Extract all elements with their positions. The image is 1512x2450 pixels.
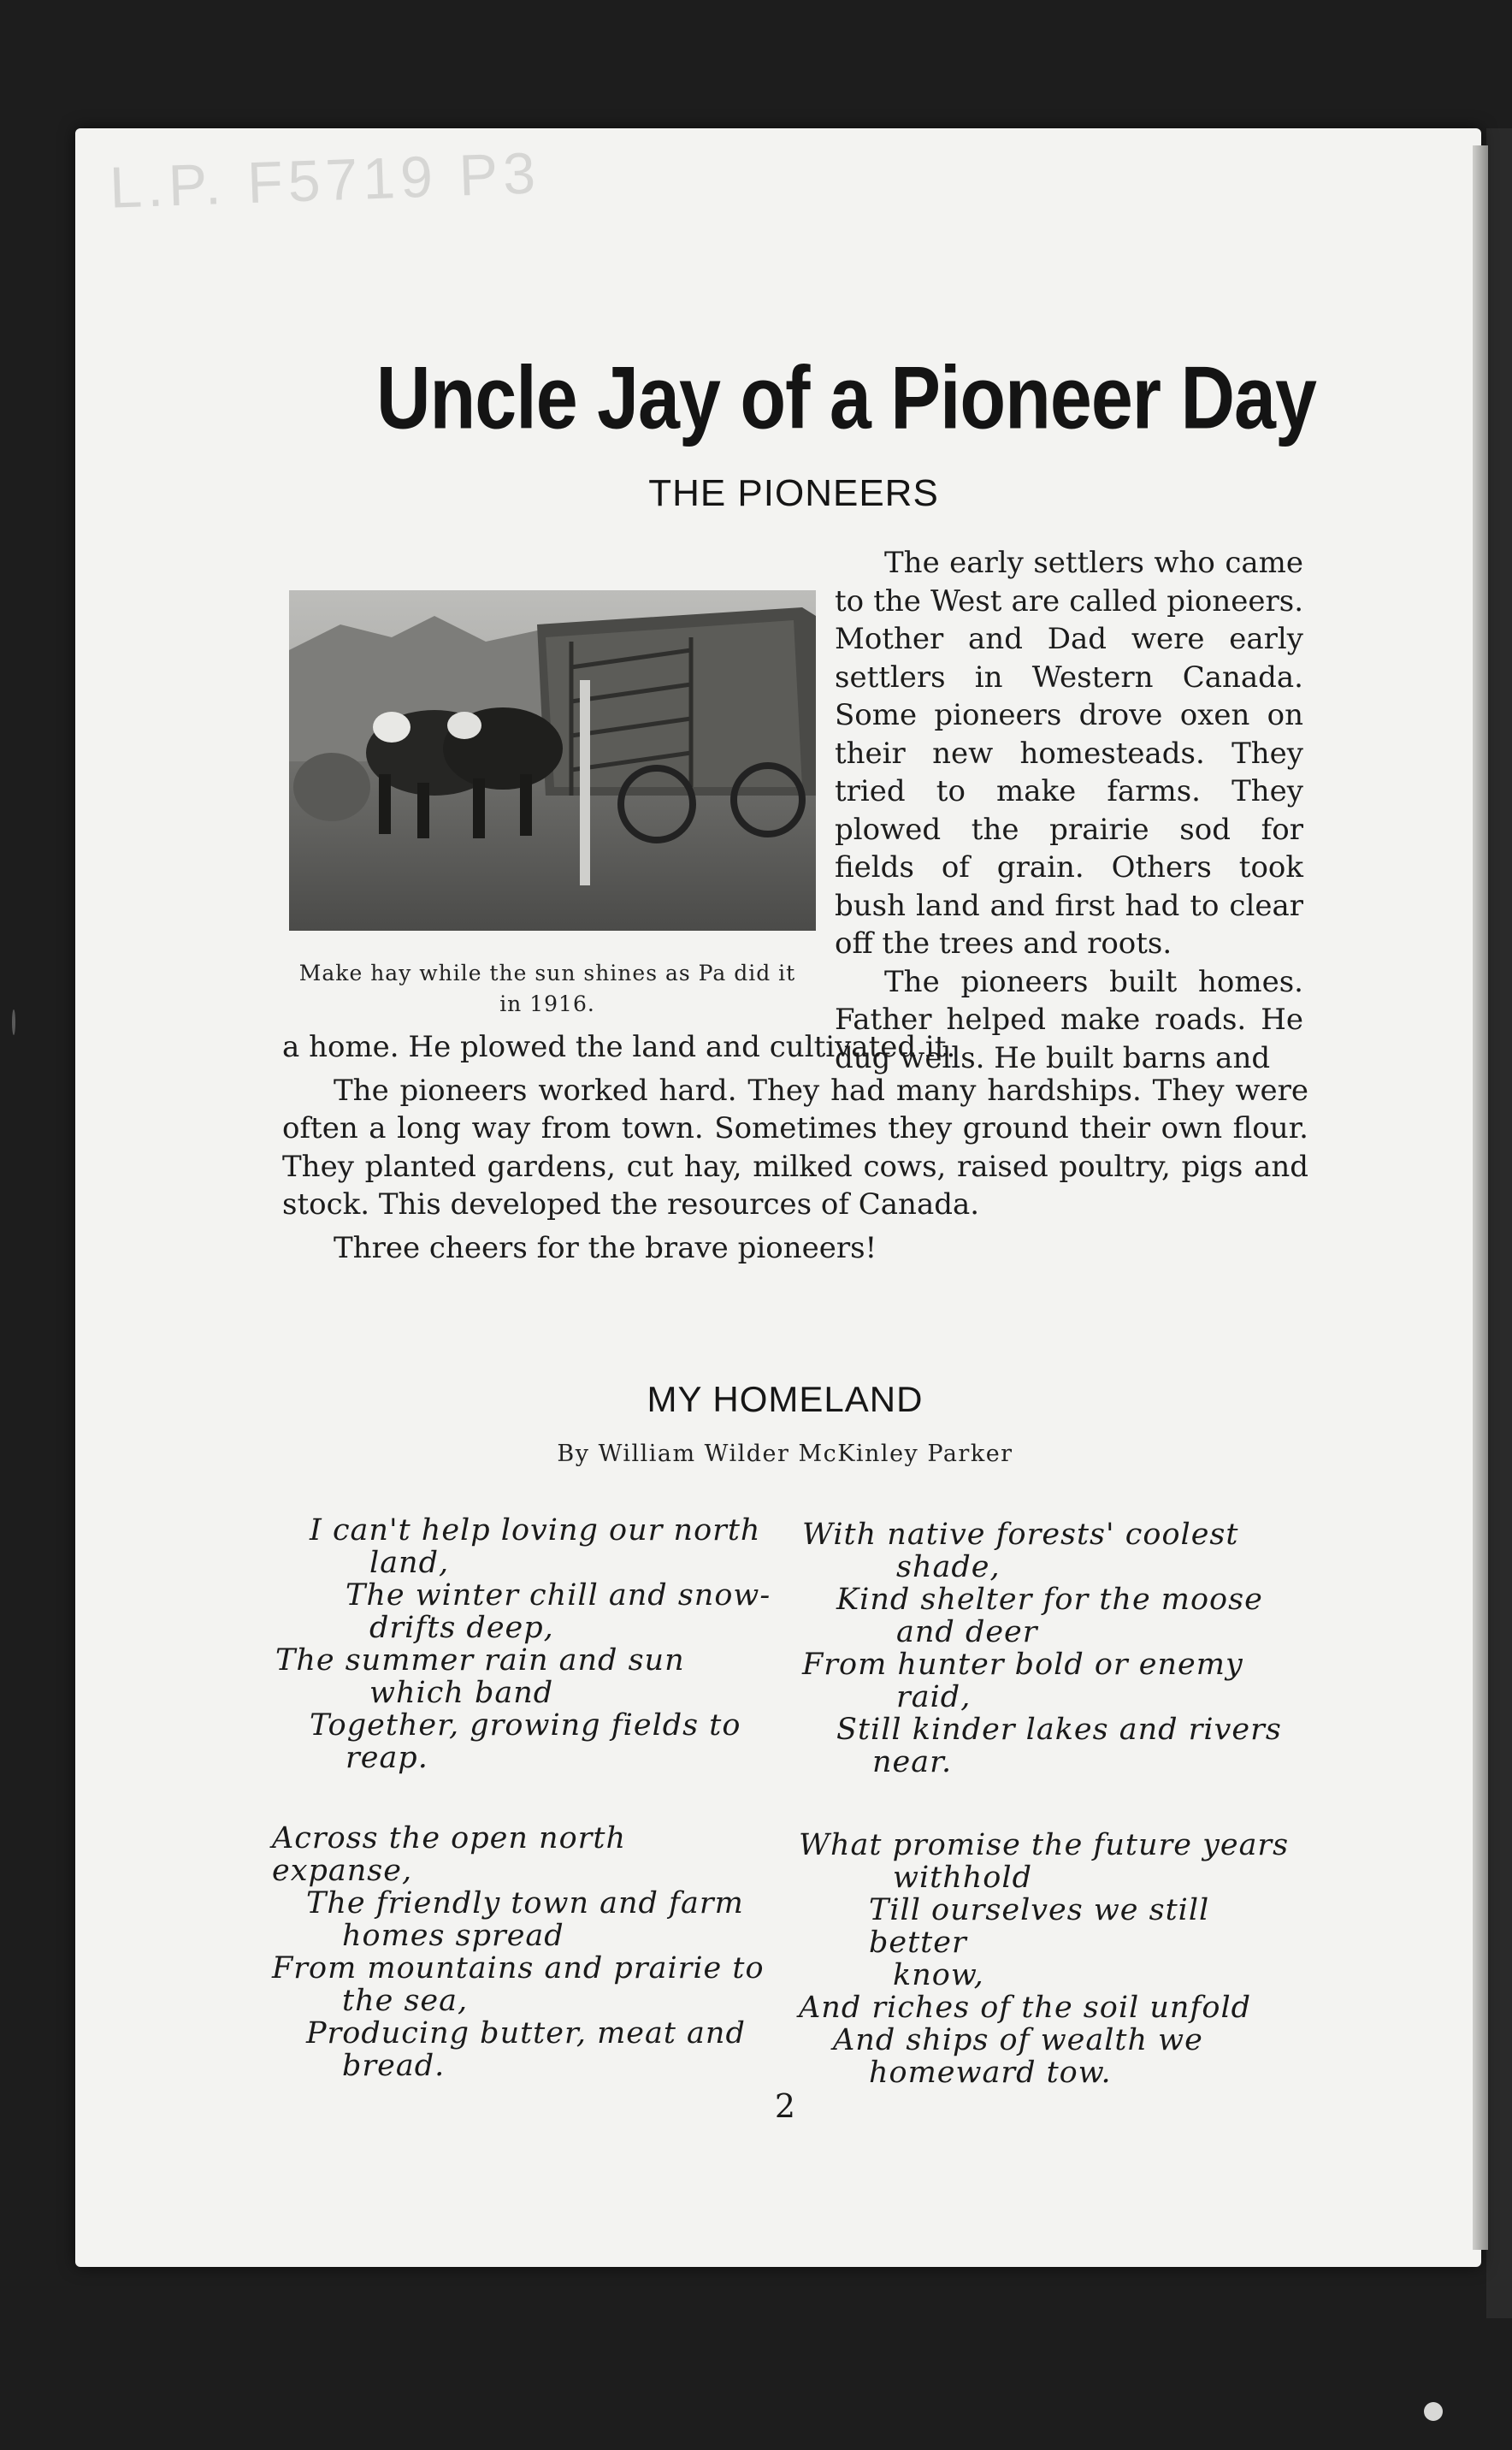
poem-line: homes spread [342,1919,564,1953]
film-edge [1486,128,1512,2318]
poem-stanza-4 [799,1829,1295,2089]
poem-line: land, [369,1546,450,1580]
film-speck [1424,2402,1443,2421]
poem-line: I can't help loving our north [310,1513,761,1548]
paragraph: The early settlers who came to the West are called pioneers. Mother and Dad were early settlers in Western Canada. Some pioneers drove oxen on their new homesteads. They tried to make farms. They plowed the prairie sod for fields of grain. Others took bush land and first had to clear off the trees and roots. [835,546,1303,961]
poem-line: What promise the future years [799,1828,1290,1862]
poem-line: Together, growing fields to [310,1708,741,1743]
poem-line: near. [872,1745,953,1779]
photo-illustration [289,590,816,931]
poem-line: homeward tow. [869,2056,1112,2090]
paragraph: Three cheers for the brave pioneers! [334,1230,877,1265]
film-scratch [12,1009,15,1035]
poem-line: withhold [893,1861,1032,1895]
poem-line: And riches of the soil unfold [799,1991,1252,2025]
photo-caption: Make hay while the sun shines as Pa did it in 1916. [298,961,796,1016]
poem-line: Till ourselves we still better [869,1893,1210,1960]
paragraph: The pioneers built homes. Father helped make roads. He dug wells. He built barns and [835,964,1303,1075]
poem-line: shade, [896,1550,1001,1584]
poem-line: drifts deep, [369,1611,554,1645]
poem-line: Producing butter, meat and [306,2016,746,2051]
poem-line: The summer rain and sun [275,1643,685,1678]
paragraph: The pioneers worked hard. They had many hardships. They were often a long way from town. Sometimes they ground their own flour. They planted gardens, cut hay, milked cows, raised poultry, pigs and stock. This developed the resources of Canada. [282,1073,1308,1222]
poem-line: which band [369,1676,554,1710]
poem-line: Still kinder lakes and rivers [836,1713,1282,1747]
poem-line: The friendly town and farm [306,1886,744,1920]
poem-line: The winter chill and snow- [346,1578,771,1613]
poem-line: Kind shelter for the moose [836,1583,1263,1617]
poem-line: the sea, [342,1984,469,2018]
text-full-width [282,1028,1308,1272]
poem-stanza-1 [275,1514,771,1774]
text-column-beside-photo [835,544,1303,1077]
poem-stanza-3 [272,1822,768,2082]
poem-line: and deer [896,1615,1038,1649]
paragraph-continuation: a home. He plowed the land and cultivated it. [282,1030,956,1064]
poem-stanza-2 [802,1518,1298,1778]
poem-author: By William Wilder McKinley Parker [557,1441,1013,1467]
archive-mark: L.P. F5719 P3 [108,140,542,221]
poem-line: From hunter bold or enemy [802,1648,1243,1682]
poem-line: From mountains and prairie to [272,1951,765,1985]
poem-line: With native forests' coolest [802,1518,1239,1552]
poem-line: Across the open north expanse, [272,1821,626,1888]
poem-line: raid, [896,1680,972,1714]
section-heading: THE PIONEERS [648,472,939,514]
poem-line: reap. [346,1741,428,1775]
poem-title: MY HOMELAND [647,1379,924,1419]
poem-line: know, [893,1958,984,1992]
page-title: Uncle Jay of a Pioneer Day [376,347,1316,447]
poem-line: And ships of wealth we [833,2023,1203,2057]
oxen-hay-wagon-photo [289,590,816,931]
page-edge-shadow [1473,145,1488,2250]
poem-line: bread. [342,2049,446,2083]
page-number: 2 [774,2087,796,2125]
